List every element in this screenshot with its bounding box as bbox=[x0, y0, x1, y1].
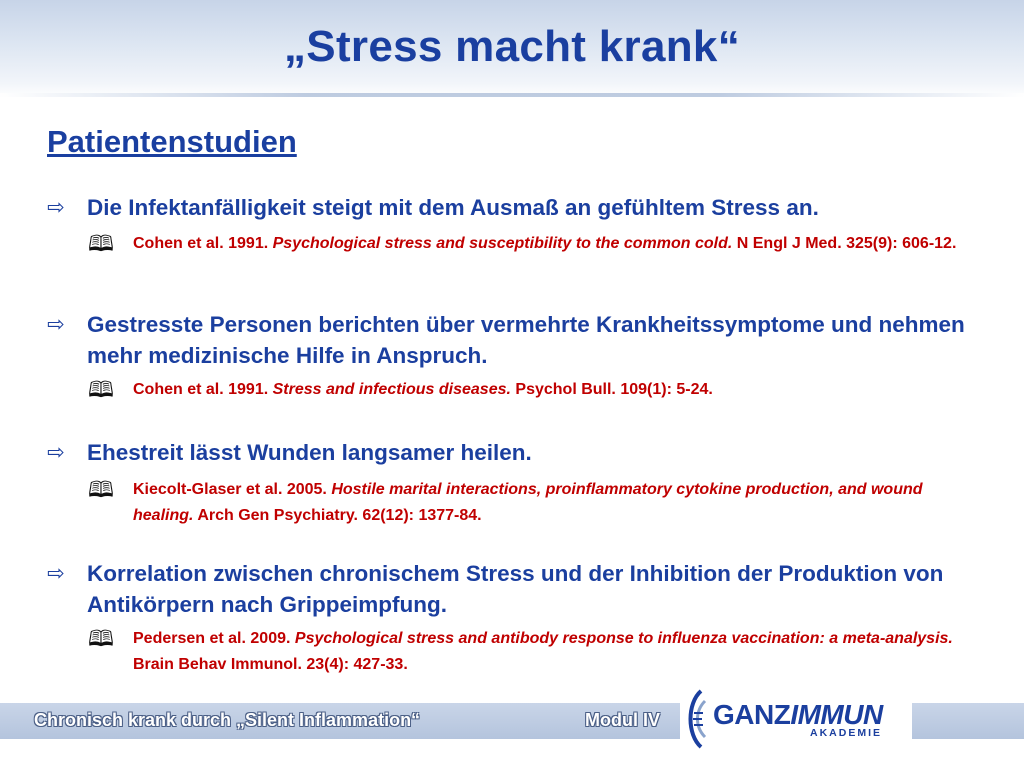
ganzimmun-logo bbox=[683, 687, 913, 751]
book-icon: 🕮 bbox=[88, 626, 114, 651]
book-icon: 🕮 bbox=[88, 477, 114, 502]
bullet-text: Die Infektanfälligkeit steigt mit dem Ausmaß an gefühltem Stress an. bbox=[87, 195, 819, 220]
reference-source: Brain Behav Immunol. 23(4): 427-33. bbox=[133, 656, 408, 673]
bullet-item bbox=[47, 309, 1017, 371]
logo-ganz: GANZ bbox=[713, 699, 791, 730]
reference-text bbox=[88, 477, 938, 529]
book-icon: 🕮 bbox=[88, 377, 114, 402]
reference-title: Stress and infectious diseases. bbox=[272, 381, 511, 398]
reference-title: Psychological stress and antibody response to influenza vaccination: a meta-analysis. bbox=[294, 630, 953, 647]
reference-text bbox=[88, 231, 1008, 257]
header-divider bbox=[0, 93, 1024, 97]
reference bbox=[88, 377, 1008, 403]
logo-akademie: AKADEMIE bbox=[810, 727, 883, 739]
reference-authors: Cohen et al. 1991. bbox=[133, 235, 269, 252]
arrow-right-icon: ⇨ bbox=[47, 562, 65, 585]
bullet-item bbox=[47, 558, 1017, 620]
book-icon: 🕮 bbox=[88, 231, 114, 256]
reference-source: Psychol Bull. 109(1): 5-24. bbox=[515, 381, 713, 398]
arrow-right-icon: ⇨ bbox=[47, 196, 65, 219]
reference-source: Arch Gen Psychiatry. 62(12): 1377-84. bbox=[197, 507, 482, 524]
slide-title: „Stress macht krank“ bbox=[284, 22, 740, 71]
footer-course-title: Chronisch krank durch „Silent Inflammation“ bbox=[34, 710, 421, 730]
bullet-item bbox=[47, 437, 1017, 468]
reference-title: Hostile marital interactions, proinflammatory cytokine production, and wound healing. bbox=[133, 481, 923, 524]
bullet-text: Gestresste Personen berichten über vermehrte Krankheitssymptome und nehmen mehr medizinische Hilfe in Anspruch. bbox=[87, 312, 965, 368]
logo-helix-icon bbox=[683, 687, 713, 751]
reference bbox=[88, 626, 988, 678]
reference-authors: Kiecolt-Glaser et al. 2005. bbox=[133, 481, 327, 498]
reference bbox=[88, 231, 1008, 257]
section-heading: Patientenstudien bbox=[47, 124, 297, 159]
reference bbox=[88, 477, 938, 529]
bullet-text: Korrelation zwischen chronischem Stress und der Inhibition der Produktion von Antikörpern nach Grippeimpfung. bbox=[87, 561, 944, 617]
reference-source: N Engl J Med. 325(9): 606-12. bbox=[736, 235, 957, 252]
footer-module-label: Modul IV bbox=[585, 710, 660, 730]
footer-bar-end bbox=[912, 703, 1024, 739]
arrow-right-icon: ⇨ bbox=[47, 441, 65, 464]
bullet-item bbox=[47, 192, 1017, 223]
reference-text bbox=[88, 377, 1008, 403]
arrow-right-icon: ⇨ bbox=[47, 313, 65, 336]
reference-text bbox=[88, 626, 988, 678]
reference-authors: Pedersen et al. 2009. bbox=[133, 630, 291, 647]
logo-immun: IMMUN bbox=[790, 699, 883, 730]
reference-authors: Cohen et al. 1991. bbox=[133, 381, 269, 398]
bullet-text: Ehestreit lässt Wunden langsamer heilen. bbox=[87, 440, 532, 465]
reference-title: Psychological stress and susceptibility to the common cold. bbox=[272, 235, 733, 252]
